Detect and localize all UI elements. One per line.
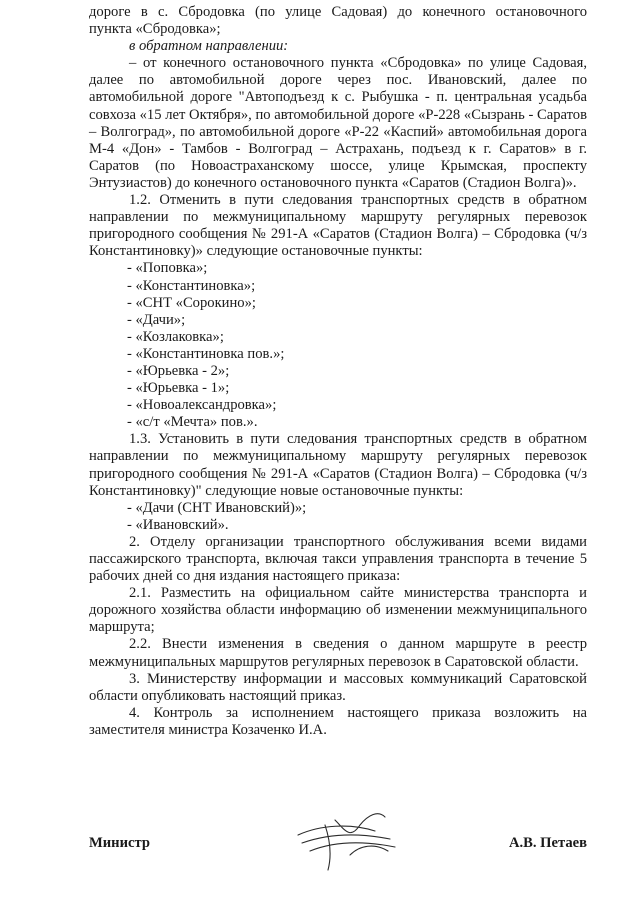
list-item: - «Поповка»; — [127, 260, 208, 277]
paragraph-route-continuation — [89, 4, 587, 21]
item-3: 3. Министерству информации и массовых коммуникаций Саратовской области опубликовать настоящий приказ. — [89, 670, 587, 704]
item-2-2: 2.2. Внести изменения в сведения о данном маршруте в реестр межмуниципальных маршрутов регулярных перевозок в Саратовской области. — [89, 636, 587, 670]
reverse-direction-heading: в обратном направлении: — [129, 38, 289, 55]
list-item: - «Дачи (СНТ Ивановский)»; — [127, 499, 307, 516]
list-item: - «СНТ «Сорокино»; — [127, 294, 256, 311]
list-item: - «Юрьевка - 2»; — [127, 362, 230, 379]
list-item: - «Козлаковка»; — [127, 328, 224, 345]
list-item: - «Дачи»; — [127, 311, 186, 328]
reverse-route-description: – от конечного остановочного пункта «Сбродовка» по улице Садовая, далее по автомобильной дороге через пос. Ивановский, далее по автомобильной дороге "Автоподъезд к с. Рыбушка - п. центральная усадьба совхоза «15 лет Октября», по автомобильной дороге «Р-228 «Сызрань - Саратов – Волгоград», по автомобильной дороге «Р-22 «Каспий» автомобильная дорога М-4 «Дон» - Тамбов - Волгоград – Астрахань, подъезд к г. Саратов» в г. Саратов (по Новоастраханскому шоссе, улице Крымская, проспекту Энтузиастов) до конечного остановочного пункта «Саратов (Стадион Волга)». — [89, 55, 587, 191]
item-2-1: 2.1. Разместить на официальном сайте министерства транспорта и дорожного хозяйства области информацию об изменении межмуниципального маршрута; — [89, 585, 587, 636]
document-body — [89, 4, 587, 739]
item-2: 2. Отделу организации транспортного обслуживания всеми видами пассажирского транспорта, включая такси управления транспорта в течение 5 рабочих дней со дня издания настоящего приказа: — [89, 533, 587, 585]
list-item: - «Константиновка»; — [127, 277, 256, 294]
new-stops-list — [89, 500, 587, 534]
signatory-name: А.В. Петаев — [508, 835, 587, 851]
signatory-position: Министр — [89, 835, 150, 851]
list-item: - «Ивановский». — [127, 516, 229, 533]
route-line-1: дороге в с. Сбродовка (по улице Садовая) до конечного остановочного — [89, 4, 587, 20]
route-line-2: пункта «Сбродовка»; — [89, 21, 221, 38]
item-4: 4. Контроль за исполнением настоящего приказа возложить на заместителя министра Козаченко И.А. — [89, 704, 587, 738]
list-item: - «Юрьевка - 1»; — [127, 380, 230, 397]
list-item: - «Новоалександровка»; — [127, 397, 277, 414]
cancelled-stops-list — [89, 260, 587, 431]
signature-block — [89, 835, 587, 855]
item-1-3: 1.3. Установить в пути следования транспортных средств в обратном направлении по межмуниципальному маршруту регулярных перевозок пригородного сообщения № 291-А «Саратов (Стадион Волга) – Сбродовка (ч/з Константиновку)" следующие новые остановочные пункты: — [89, 431, 587, 499]
item-1-2: 1.2. Отменить в пути следования транспортных средств в обратном направлении по межмуниципальному маршруту регулярных перевозок пригородного сообщения № 291-А «Саратов (Стадион Волга) – Сбродовка (ч/з Константиновку)» следующие остановочные пункты: — [89, 192, 587, 260]
list-item: - «Константиновка пов.»; — [127, 345, 285, 362]
list-item: - «с/т «Мечта» пов.». — [127, 414, 258, 431]
